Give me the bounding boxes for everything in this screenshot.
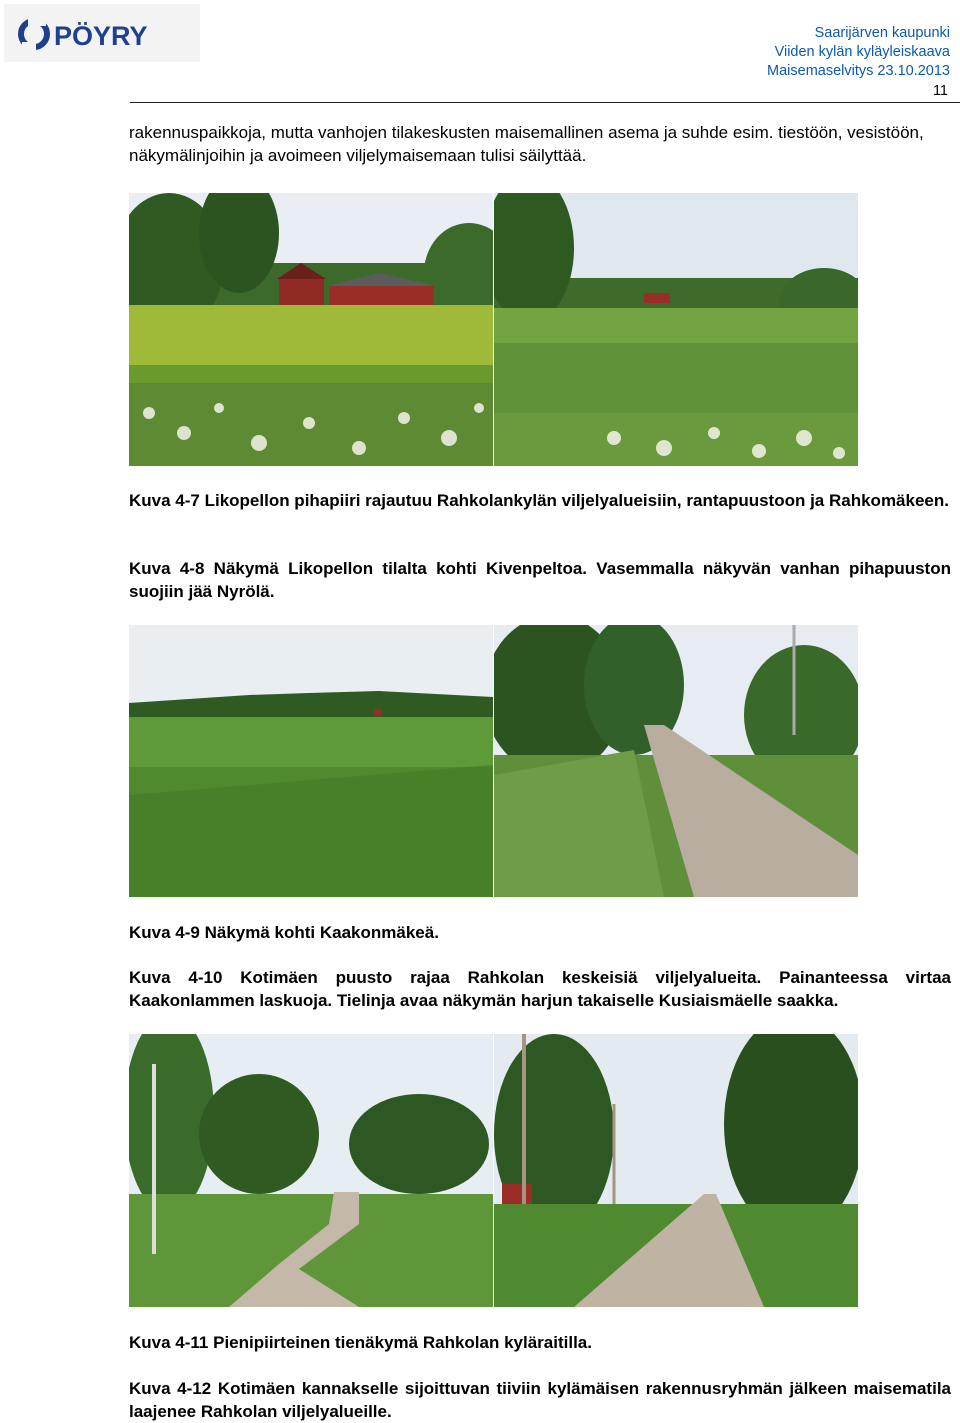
body-paragraph: rakennuspaikkoja, mutta vanhojen tilakeskusten maisemallinen asema ja suhde esim. tiestöön, vesistöön, näkymälinjoihin ja avoimeen viljelymaisemaan tulisi säilyttää.: [129, 123, 924, 165]
photo-4-8: [494, 193, 858, 466]
caption-4-8: Kuva 4-8 Näkymä Likopellon tilalta kohti Kivenpeltoa. Vasemmalla näkyvän vanhan pihapuuston suojiin jää Nyrölä.: [129, 559, 951, 601]
plan-name: Viiden kylän kyläyleiskaava: [774, 44, 950, 60]
photo-4-10: [494, 625, 858, 897]
report-line: Maisemaselvitys 23.10.2013: [767, 63, 950, 79]
municipality: Saarijärven kaupunki: [814, 25, 950, 41]
header-info: [767, 24, 950, 81]
logo-wordmark: PÖYRY: [54, 21, 148, 51]
caption-4-11: Kuva 4-11 Pienipiirteinen tienäkymä Rahkolan kyläraitilla.: [129, 1333, 592, 1352]
photo-4-9: [129, 625, 493, 897]
poyry-logo: [4, 4, 200, 62]
caption-4-9: Kuva 4-9 Näkymä kohti Kaakonmäkeä.: [129, 923, 439, 942]
caption-4-12: Kuva 4-12 Kotimäen kannakselle sijoittuvan tiiviin kylämäisen rakennusryhmän jälkeen maisematila laajenee Rahkolan viljelyalueille.: [129, 1379, 951, 1421]
photo-4-11: [129, 1034, 493, 1307]
caption-4-7: Kuva 4-7 Likopellon pihapiiri rajautuu Rahkolankylän viljelyalueisiin, rantapuustoon ja Rahkomäkeen.: [129, 491, 949, 510]
photo-4-7: [129, 193, 493, 466]
caption-4-10: Kuva 4-10 Kotimäen puusto rajaa Rahkolan keskeisiä viljelyalueita. Painanteessa virtaa Kaakonlammen laskuoja. Tielinja avaa näkymän harjun takaiselle Kusiaismäelle saakka.: [129, 968, 951, 1010]
header-divider: [130, 102, 960, 103]
page-number: 11: [932, 83, 948, 99]
photo-4-12: [494, 1034, 858, 1307]
